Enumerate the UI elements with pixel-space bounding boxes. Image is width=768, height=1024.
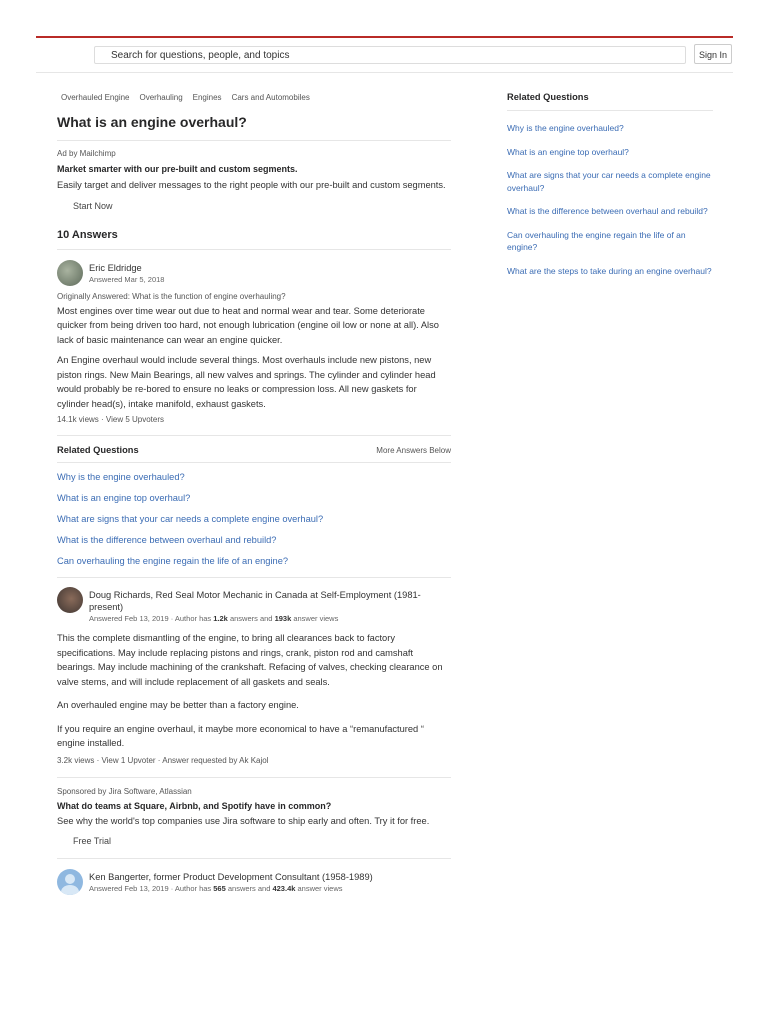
topic-link-cars-and-automobiles[interactable]: Cars and Automobiles xyxy=(231,93,310,102)
divider xyxy=(57,435,451,436)
answer-meta: Answered Feb 13, 2019 · Author has 565 answers and 423.4k answer views xyxy=(89,884,343,893)
divider xyxy=(57,577,451,578)
author-name[interactable]: Ken Bangerter, former Product Development Consultant (1958-1989) xyxy=(89,872,373,882)
ad-sponsor-label: Ad by Mailchimp xyxy=(57,149,116,158)
topic-link-overhauling[interactable]: Overhauling xyxy=(139,93,183,102)
answer-author-row xyxy=(57,587,451,624)
sidebar-question-link[interactable]: What are the steps to take during an engine overhaul? xyxy=(507,265,712,276)
ad-body: See why the world's top companies use Jira software to ship early and often. Try it for free. xyxy=(57,815,430,826)
answers-count: 10 Answers xyxy=(57,228,118,241)
site-header xyxy=(36,38,733,73)
divider xyxy=(57,462,451,463)
ad-headline[interactable]: What do teams at Square, Airbnb, and Spotify have in common? xyxy=(57,800,332,811)
answer-meta: Answered Mar 5, 2018 xyxy=(89,274,165,284)
sidebar-question-link[interactable]: What is an engine top overhaul? xyxy=(507,146,629,157)
answer-eric-eldridge xyxy=(57,260,451,425)
sidebar-question-link[interactable]: Can overhauling the engine regain the life of an engine? xyxy=(507,229,686,252)
answer-author-row xyxy=(57,869,451,895)
related-question-link[interactable]: Why is the engine overhauled? xyxy=(57,472,185,482)
answer-meta: Answered Feb 13, 2019 · Author has 1.2k answers and 193k answer views xyxy=(89,614,339,623)
ad-jira xyxy=(57,787,451,847)
answer-paragraph: This the complete dismantling of the engine, to bring all clearances back to factory specifications. May include replacing pistons and rings, crank, piston rod and camshaft bearings. May include machining of the crankshaft. Refacing of valves, checking clearance on valve stems, and will include replacement of all gaskets and seals. xyxy=(57,633,443,687)
avatar[interactable] xyxy=(57,869,83,895)
answer-paragraph: An Engine overhaul would include several things. Most overhauls include new pistons, new piston rings. New Main Bearings, all new valves and springs. The cylinder and cylinder head would probably be re-bored to ensure no leaks or compression loss. All new gaskets for cylinder head(s), intake manifold, exhaust gaskets. xyxy=(57,355,436,409)
related-questions-inline xyxy=(57,445,451,567)
author-name[interactable]: Doug Richards, Red Seal Motor Mechanic in Canada at Self-Employment (1981-present) xyxy=(89,590,421,612)
author-name[interactable]: Eric Eldridge xyxy=(89,262,142,273)
divider xyxy=(57,858,451,859)
divider xyxy=(57,140,451,141)
sign-in-button[interactable]: Sign In xyxy=(694,44,732,64)
ad-mailchimp xyxy=(57,149,451,211)
divider xyxy=(507,110,713,111)
more-answers-below: More Answers Below xyxy=(376,446,451,455)
sidebar-title: Related Questions xyxy=(507,92,589,102)
avatar[interactable] xyxy=(57,587,83,613)
originally-answered: Originally Answered: What is the function of engine overhauling? xyxy=(57,291,286,301)
answer-stats[interactable]: 3.2k views · View 1 Upvoter · Answer requested by Ak Kajol xyxy=(57,755,269,765)
sidebar-question-link[interactable]: What is the difference between overhaul and rebuild? xyxy=(507,206,708,216)
topic-link-engines[interactable]: Engines xyxy=(192,93,222,102)
answer-stats[interactable]: 14.1k views · View 5 Upvoters xyxy=(57,415,165,424)
related-questions-title: Related Questions xyxy=(57,445,139,455)
answer-paragraph: Most engines over time wear out due to heat and normal wear and tear. Some deteriorate quicker from being driven too hard, not enough lubrication (engine oil low or none at all). Also lack of basic maintenance can wear an engine quicker. xyxy=(57,305,439,345)
sidebar-question-link[interactable]: Why is the engine overhauled? xyxy=(507,123,624,133)
answer-doug-richards xyxy=(57,587,451,765)
answer-paragraph: An overhauled engine may be better than a factory engine. xyxy=(57,700,299,710)
answer-paragraph: If you require an engine overhaul, it maybe more economical to have a “remanufactured “ engine installed. xyxy=(57,723,424,748)
ad-sponsor-label: Sponsored by Jira Software, Atlassian xyxy=(57,786,192,796)
answer-ken-bangerter xyxy=(57,869,451,895)
answer-author-row xyxy=(57,260,451,286)
sidebar-related-questions xyxy=(507,92,713,277)
avatar[interactable] xyxy=(57,260,83,286)
start-now-button[interactable]: Start Now xyxy=(73,200,113,211)
related-question-link[interactable]: What is the difference between overhaul and rebuild? xyxy=(57,535,277,545)
related-question-link[interactable]: What are signs that your car needs a complete engine overhaul? xyxy=(57,514,324,524)
divider xyxy=(57,249,451,250)
free-trial-button[interactable]: Free Trial xyxy=(73,836,112,846)
related-question-link[interactable]: Can overhauling the engine regain the life of an engine? xyxy=(57,556,289,566)
divider xyxy=(57,777,451,778)
topic-link-overhauled-engine[interactable]: Overhauled Engine xyxy=(61,93,130,102)
related-question-link[interactable]: What is an engine top overhaul? xyxy=(57,493,191,503)
sidebar-question-link[interactable]: What are signs that your car needs a complete engine overhaul? xyxy=(507,170,711,193)
search-input[interactable]: Search for questions, people, and topics xyxy=(94,46,686,64)
ad-headline[interactable]: Market smarter with our pre-built and custom segments. xyxy=(57,164,298,174)
ad-body: Easily target and deliver messages to the right people with our pre-built and custom segments. xyxy=(57,180,446,190)
main-column xyxy=(57,90,451,895)
page-title: What is an engine overhaul? xyxy=(57,114,247,130)
breadcrumb xyxy=(57,90,451,106)
